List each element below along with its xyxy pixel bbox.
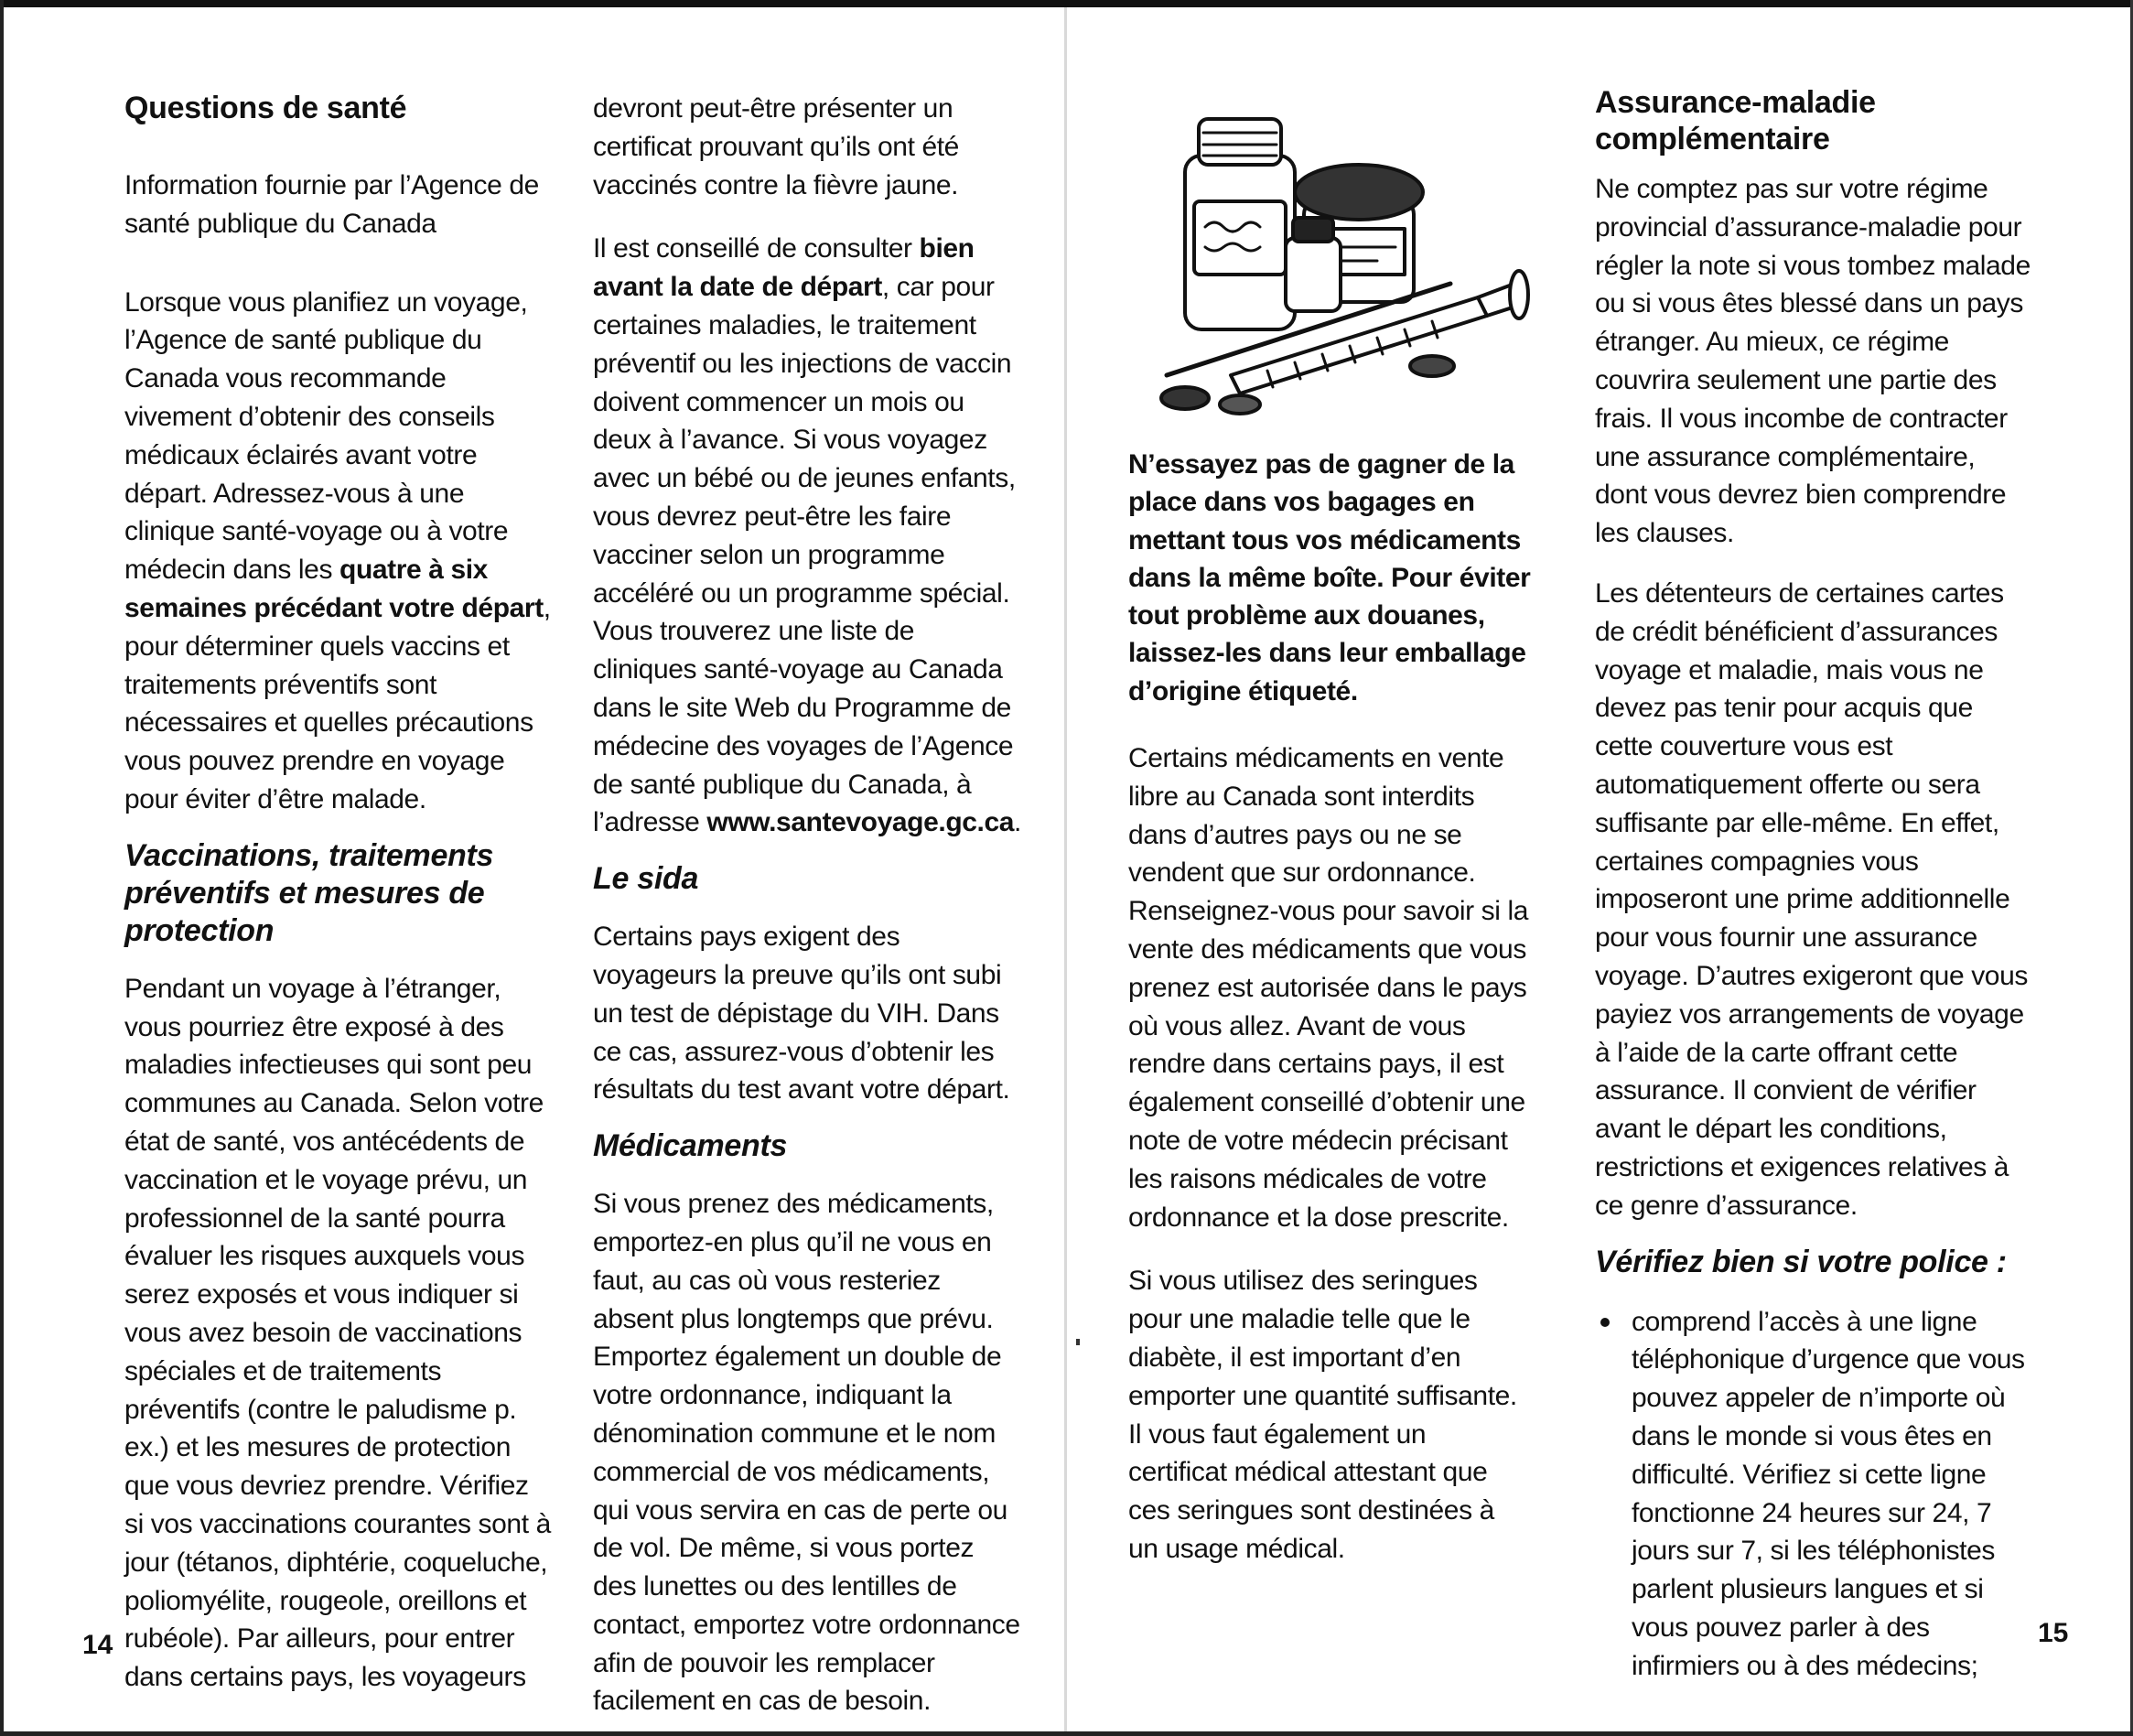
source-note: Information fournie par l’Agence de santé publique du Canada: [124, 170, 539, 239]
subheading-verifiez: Vérifiez bien si votre police :: [1595, 1244, 2007, 1279]
page-number-right: 15: [2038, 1618, 2069, 1648]
scan-edge-left: [0, 0, 4, 1736]
medicaments-paragraph: Si vous prenez des médicaments, emportez-en plus qu’il ne vous en faut, au cas où vous resteriez absent plus longtemps que prévu. Emportez également un double de votre ordonnance, indiquant la dénomination commune et le nom commercial de vos médicaments, qui vous servira en cas de perte ou de vol. De même, si vous portez des lunettes ou des lentilles de contact, emportez votre ordonnance afin de pouvoir les remplacer facilement en cas de besoin.: [593, 1189, 1020, 1717]
customs-callout: N’essayez pas de gagner de la place dans vos bagages en mettant tous vos médicaments dans la même boîte. Pour éviter tout problème aux douanes, laissez-les dans leur emballage d’origine étiqueté.: [1128, 449, 1531, 706]
intro-paragraph: Lorsque vous planifiez un voyage, l’Agence de santé publique du Canada vous recommande vivement d’obtenir des conseils médicaux éclairés avant votre départ. Adressez-vous à une clinique santé-voyage ou à votre médecin dans les quatre à six semaines précédant votre départ, pour déterminer quels vaccins et traitements préventifs sont nécessaires et quelles précautions vous pouvez prendre en voyage pour éviter d’être malade.: [124, 286, 551, 814]
syringes-paragraph: Si vous utilisez des seringues pour une maladie telle que le diabète, il est important d’en emporter une quantité suffisante. Il vous faut également un certificat médical attestant que ces seringues sont destinées à un usage médical.: [1128, 1266, 1517, 1565]
left-page-column-2: [593, 90, 1023, 1720]
medicine-bottles-and-syringe-icon: [1148, 101, 1533, 416]
right-page-column-1: [1128, 446, 1531, 1569]
subheading-sida: Le sida: [593, 861, 699, 897]
emphasis-bien-avant: bien avant la date de départ: [593, 233, 975, 303]
otc-medications-paragraph: Certains médicaments en vente libre au Canada sont interdits dans d’autres pays ou ne se vendent que sur ordonnance. Renseignez-vous pour savoir si la vente des médicaments que vous prenez est autorisée dans le pays où vous allez. Avant de vous rendre dans certains pays, il est également conseillé d’obtenir une note de votre médecin précisant les raisons médicales de votre ordonnance et la dose prescrite.: [1128, 743, 1529, 1233]
left-page-column-1: [124, 90, 555, 1697]
vaccinations-paragraph: Pendant un voyage à l’étranger, vous pourriez être exposé à des maladies infectieuses qui sont peu communes au Canada. Selon votre état de santé, vos antécédents de vaccination et le voyage prévu, un professionnel de la santé pourra évaluer les risques auxquels vous serez exposés et vous indiquer si vous avez besoin de vaccinations spéciales et de traitements préventifs (contre le paludisme p. ex.) et les mesures de protection que vous devriez prendre. Vérifiez si vos vaccinations courantes sont à jour (tétanos, diphtérie, coqueluche, poliomyélite, rougeole, oreillons et rubéole). Par ailleurs, pour entrer dans certains pays, les voyageurs: [124, 973, 551, 1693]
scan-edge-top: [0, 0, 2133, 7]
insurance-paragraph-2: Les détenteurs de certaines cartes de crédit bénéficient d’assurances voyage et maladie, mais vous ne devez pas tenir pour acquis que cette couverture vous est automatiquement offerte ou sera suffisante par elle-même. En effet, certaines compagnies vous imposeront une prime additionnelle pour vous fournir une assurance voyage. D’autres exigeront que vous payiez vos arrangements de voyage à l’aide de la carte offrant cette assurance. Il convient de vérifier avant le départ les conditions, restrictions et exigences relatives à ce genre d’assurance.: [1595, 577, 2028, 1221]
page-spine: [1064, 7, 1067, 1731]
page-number-left: 14: [82, 1630, 113, 1660]
scan-speck: [1076, 1339, 1080, 1345]
right-page-column-2: [1595, 84, 2034, 1685]
insurance-paragraph-1: Ne comptez pas sur votre régime provincial d’assurance-maladie pour régler la note si vous tombez malade ou si vous êtes blessé dans un pays étranger. Au mieux, ce régime couvrira seulement une partie des frais. Il vous incombe de contracter une assurance complémentaire, dont vous devrez bien comprendre les clauses.: [1595, 174, 2031, 549]
yellow-fever-paragraph: devront peut-être présenter un certificat prouvant qu’ils ont été vaccinés contre la fièvre jaune.: [593, 93, 959, 200]
section-heading-questions-sante: Questions de santé: [124, 91, 407, 125]
consult-paragraph: Il est conseillé de consulter bien avant la date de départ, car pour certaines maladies, le traitement préventif ou les injections de vaccin doivent commencer un mois ou deux à l’avance. Si vous voyagez avec un bébé ou de jeunes enfants, vous devrez peut-être les faire vacciner selon un programme accéléré ou un programme spécial. Vous trouverez une liste de cliniques santé-voyage au Canada dans le site Web du Programme de médecine des voyages de l’Agence de santé publique du Canada, à l’adresse www.santevoyage.gc.ca.: [593, 233, 1021, 838]
emphasis-timing: quatre à six semaines précédant votre départ: [124, 555, 544, 623]
section-heading-assurance: Assurance-maladie complémentaire: [1595, 85, 1876, 156]
website-link[interactable]: www.santevoyage.gc.ca: [706, 807, 1015, 838]
sida-paragraph: Certains pays exigent des voyageurs la preuve qu’ils ont subi un test de dépistage du VIH. Dans ce cas, assurez-vous d’obtenir les résultats du test avant votre départ.: [593, 922, 1010, 1105]
scan-edge-bottom: [0, 1731, 2133, 1736]
policy-checklist: [1595, 1303, 2034, 1686]
list-item: comprend l’accès à une ligne téléphonique d’urgence que vous pouvez appeler de n’importe où dans le monde si vous êtes en difficulté. Vérifiez si cette ligne fonctionne 24 heures sur 24, 7 jours sur 7, si les téléphonistes parlent plusieurs langues et si vous pouvez parler à des infirmiers ou à des médecins;: [1595, 1303, 2034, 1686]
subheading-vaccinations: Vaccinations, traitements préventifs et mesures de protection: [124, 837, 494, 948]
subheading-medicaments: Médicaments: [593, 1128, 788, 1164]
